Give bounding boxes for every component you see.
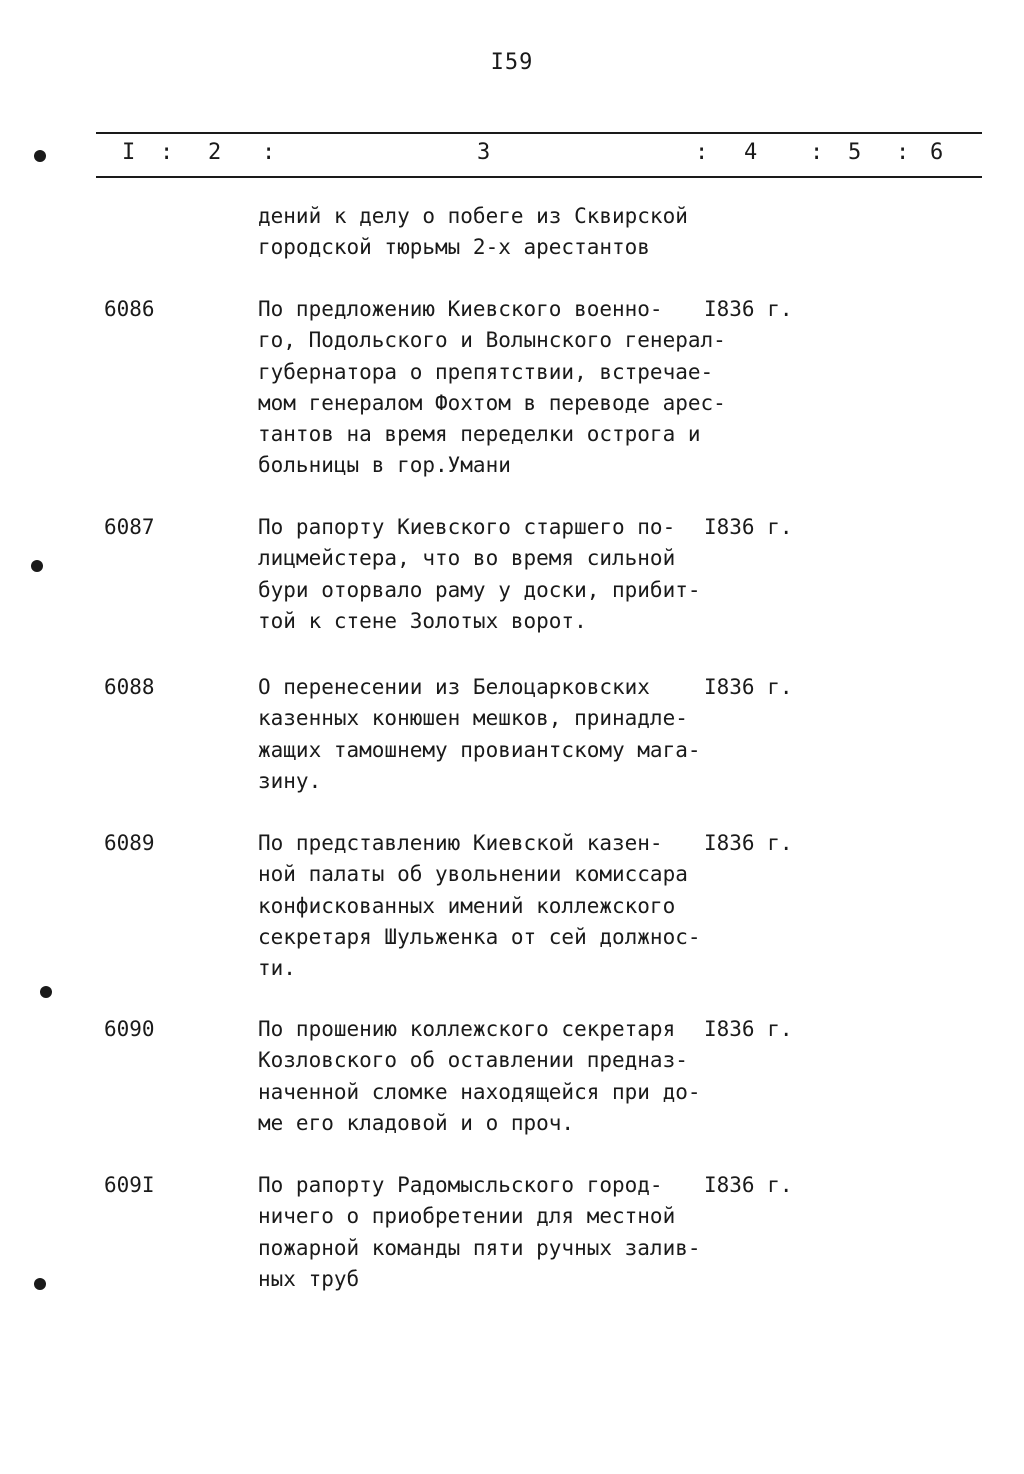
column-6-header: 6 [930, 140, 944, 165]
description-line: мом генералом Фохтом в переводе арес- [258, 390, 726, 415]
record-number: 6090 [104, 1017, 155, 1041]
page-number: I59 [490, 50, 534, 75]
record-description [258, 1014, 708, 1139]
description-line: зину. [258, 768, 322, 793]
column-separator: : [896, 140, 910, 165]
description-line: По прошению коллежского секретаря [258, 1017, 676, 1041]
record-number: 6086 [104, 297, 155, 321]
record-description [258, 828, 708, 984]
column-1-header: I [122, 140, 136, 165]
record-description [258, 672, 708, 797]
description-line: жащих тамошнему провиантскому мага- [258, 737, 701, 762]
column-separator: : [695, 140, 709, 165]
description-line: лицмейстера, что во время сильной [258, 546, 676, 571]
description-line: бури оторвало раму у доски, прибит- [258, 577, 701, 602]
description-line: ме его кладовой и о проч. [258, 1110, 575, 1135]
record-year: I836 г. [704, 831, 793, 855]
column-header-row [0, 140, 1024, 170]
description-line: конфискованных имений коллежского [258, 893, 676, 918]
column-separator: : [810, 140, 824, 165]
record-number: 609I [104, 1173, 155, 1197]
description-line: ных труб [258, 1266, 360, 1291]
description-line: пожарной команды пяти ручных залив- [258, 1235, 701, 1260]
description-line: дений к делу о побеге из Сквирской [258, 204, 688, 228]
description-line: ной палаты об увольнении комиссара [258, 862, 688, 887]
description-line: той к стене Золотых ворот. [258, 608, 587, 633]
record-year: I836 г. [704, 675, 793, 699]
description-line: наченной сломке находящейся при до- [258, 1079, 701, 1104]
column-2-header: 2 [208, 140, 222, 165]
record-description [258, 201, 708, 264]
record-number: 6087 [104, 515, 155, 539]
description-line: По представлению Киевской казен- [258, 831, 663, 855]
description-line: больницы в гор.Умани [258, 453, 511, 478]
column-separator: : [262, 140, 276, 165]
binder-hole-2 [31, 560, 43, 572]
record-number: 6089 [104, 831, 155, 855]
header-top-rule [96, 132, 982, 134]
record-year: I836 г. [704, 1017, 793, 1041]
description-line: По рапорту Киевского старшего по- [258, 515, 676, 539]
column-4-header: 4 [744, 140, 758, 165]
column-3-header: 3 [477, 140, 491, 165]
description-line: го, Подольского и Волынского генерал- [258, 328, 726, 353]
column-separator: : [160, 140, 174, 165]
binder-hole-3 [40, 986, 52, 998]
binder-hole-4 [34, 1278, 46, 1290]
record-description [258, 294, 726, 482]
description-line: О перенесении из Белоцарковских [258, 675, 650, 699]
description-line: По предложению Киевского военно- [258, 297, 663, 321]
record-description [258, 1170, 708, 1295]
description-line: ти. [258, 956, 296, 981]
record-year: I836 г. [704, 297, 793, 321]
header-bottom-rule [96, 176, 982, 178]
record-number: 6088 [104, 675, 155, 699]
description-line: ничего о приобретении для местной [258, 1204, 676, 1229]
description-line: губернатора о препятствии, встречае- [258, 359, 714, 384]
description-line: Козловского об оставлении предназ- [258, 1048, 688, 1073]
record-year: I836 г. [704, 1173, 793, 1197]
description-line: городской тюрьмы 2-х арестантов [258, 235, 650, 260]
description-line: секретаря Шульженка от сей должнос- [258, 924, 701, 949]
description-line: По рапорту Радомысльского город- [258, 1173, 663, 1197]
record-year: I836 г. [704, 515, 793, 539]
description-line: тантов на время переделки острога и [258, 422, 701, 447]
description-line: казенных конюшен мешков, принадле- [258, 706, 688, 731]
column-5-header: 5 [848, 140, 862, 165]
record-description [258, 512, 708, 637]
